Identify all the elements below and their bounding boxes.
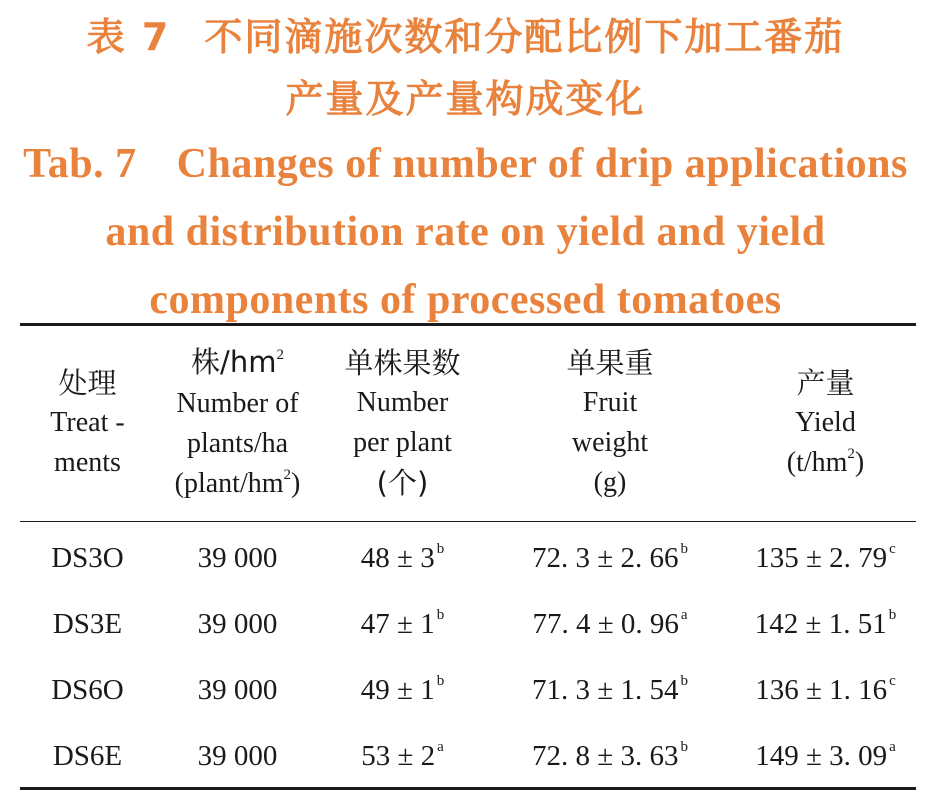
header-plants-unit-sup: 2 <box>283 466 292 483</box>
header-treatments-en1: Treat - <box>50 407 125 438</box>
table-caption <box>0 6 931 334</box>
cell-fruits: 48 ± 3 $^b$ <box>360 541 445 574</box>
header-fruits-unit: (个) <box>376 466 429 500</box>
cell-fruits-value: 53 ± 2 <box>361 739 436 772</box>
cell-weight: 71. 3 ± 1. 54 $^b$ <box>532 673 688 706</box>
cell-yield: 136 ± 1. 16 $^c$ <box>755 673 896 706</box>
header-yield-unit: (t/hm <box>786 447 848 478</box>
cell-yield: 135 ± 2. 79 $^c$ <box>755 541 896 574</box>
header-yield <box>735 338 916 508</box>
cell-yield: 149 ± 3. 09 $^a$ <box>755 739 896 772</box>
header-plants-unit-end: ) <box>291 468 301 499</box>
caption-chinese-line-2: 产量及产量构成变化 <box>285 77 646 121</box>
table-top-rule <box>20 323 916 326</box>
cell-yield-value: 142 ± 1. 51 <box>754 607 887 640</box>
header-fruits-cn: 单株果数 <box>344 346 461 380</box>
table-row <box>20 723 916 789</box>
cell-plants: 39 000 <box>197 673 278 706</box>
cell-plants: 39 000 <box>197 541 278 574</box>
caption-english-text-1: Changes of number of drip applications <box>176 141 908 187</box>
header-treatments-en2: ments <box>54 447 121 478</box>
cell-weight: 72. 3 ± 2. 66 $^b$ <box>532 541 688 574</box>
cell-fruits-value: 48 ± 3 <box>360 541 435 574</box>
cell-yield-value: 149 ± 3. 09 <box>755 739 888 772</box>
table-row <box>20 657 916 723</box>
cell-weight-value: 71. 3 ± 1. 54 <box>532 673 679 706</box>
header-fruits <box>320 338 485 508</box>
cell-plants: 39 000 <box>197 739 278 772</box>
header-plants-unit: (plant/hm <box>174 468 284 499</box>
header-yield-unit-line <box>787 443 865 483</box>
header-yield-cn: 产量 <box>796 366 855 400</box>
header-weight-en1: Fruit <box>582 387 638 418</box>
header-plants-en1: Number of <box>176 388 299 419</box>
header-treatments <box>20 338 155 508</box>
header-plants-cn: 株/hm <box>191 345 277 379</box>
caption-english-line-3: components of processed tomatoes <box>149 277 782 323</box>
table-bottom-rule <box>20 787 916 790</box>
cell-treatment: DS6O <box>51 673 124 706</box>
cell-weight: 72. 8 ± 3. 63 $^b$ <box>532 739 688 772</box>
header-yield-en1: Yield <box>795 407 856 438</box>
caption-chinese-text-1: 不同滴施次数和分配比例下加工番茄 <box>204 15 845 59</box>
cell-yield-value: 135 ± 2. 79 <box>755 541 888 574</box>
header-plants-cn-sup: 2 <box>276 346 284 363</box>
cell-treatment: DS3E <box>52 607 123 640</box>
cell-weight-value: 77. 4 ± 0. 96 <box>532 607 679 640</box>
header-treatments-cn: 处理 <box>58 366 117 400</box>
header-plants-cn-line <box>191 342 284 384</box>
table-body <box>20 522 916 789</box>
cell-fruits: 47 ± 1 $^b$ <box>360 607 445 640</box>
cell-treatment: DS3O <box>51 541 124 574</box>
cell-fruits: 53 ± 2 $^a$ <box>361 739 444 772</box>
cell-weight-value: 72. 3 ± 2. 66 <box>532 541 679 574</box>
caption-english-line-1 <box>0 130 931 198</box>
caption-chinese-line-1 <box>0 6 931 68</box>
cell-fruits-value: 49 ± 1 <box>360 673 435 706</box>
cell-treatment: DS6E <box>52 739 123 772</box>
header-fruits-en2: per plant <box>353 427 452 458</box>
caption-chinese-label: 表 7 <box>86 15 171 59</box>
cell-weight-value: 72. 8 ± 3. 63 <box>532 739 679 772</box>
caption-english-label: Tab. 7 <box>23 141 137 187</box>
header-weight-en2: weight <box>571 427 649 458</box>
cell-plants: 39 000 <box>197 607 278 640</box>
cell-weight: 77. 4 ± 0. 96 $^a$ <box>532 607 688 640</box>
table-row <box>20 591 916 657</box>
cell-fruits-value: 47 ± 1 <box>360 607 435 640</box>
header-plants-unit-line <box>175 464 301 504</box>
header-fruits-en1: Number <box>356 387 449 418</box>
header-weight <box>485 338 735 508</box>
cell-yield-value: 136 ± 1. 16 <box>755 673 888 706</box>
cell-fruits: 49 ± 1 $^b$ <box>360 673 445 706</box>
header-plants-en2: plants/ha <box>186 428 289 459</box>
header-weight-cn: 单果重 <box>566 346 654 380</box>
cell-yield: 142 ± 1. 51 $^b$ <box>754 607 897 640</box>
header-yield-unit-end: ) <box>854 447 865 478</box>
header-weight-unit: (g) <box>593 467 627 498</box>
caption-english-line-2: and distribution rate on yield and yield <box>105 209 826 255</box>
table-row <box>20 525 916 591</box>
header-plants <box>155 338 320 508</box>
header-yield-unit-sup: 2 <box>847 445 855 462</box>
table-header <box>20 338 916 508</box>
